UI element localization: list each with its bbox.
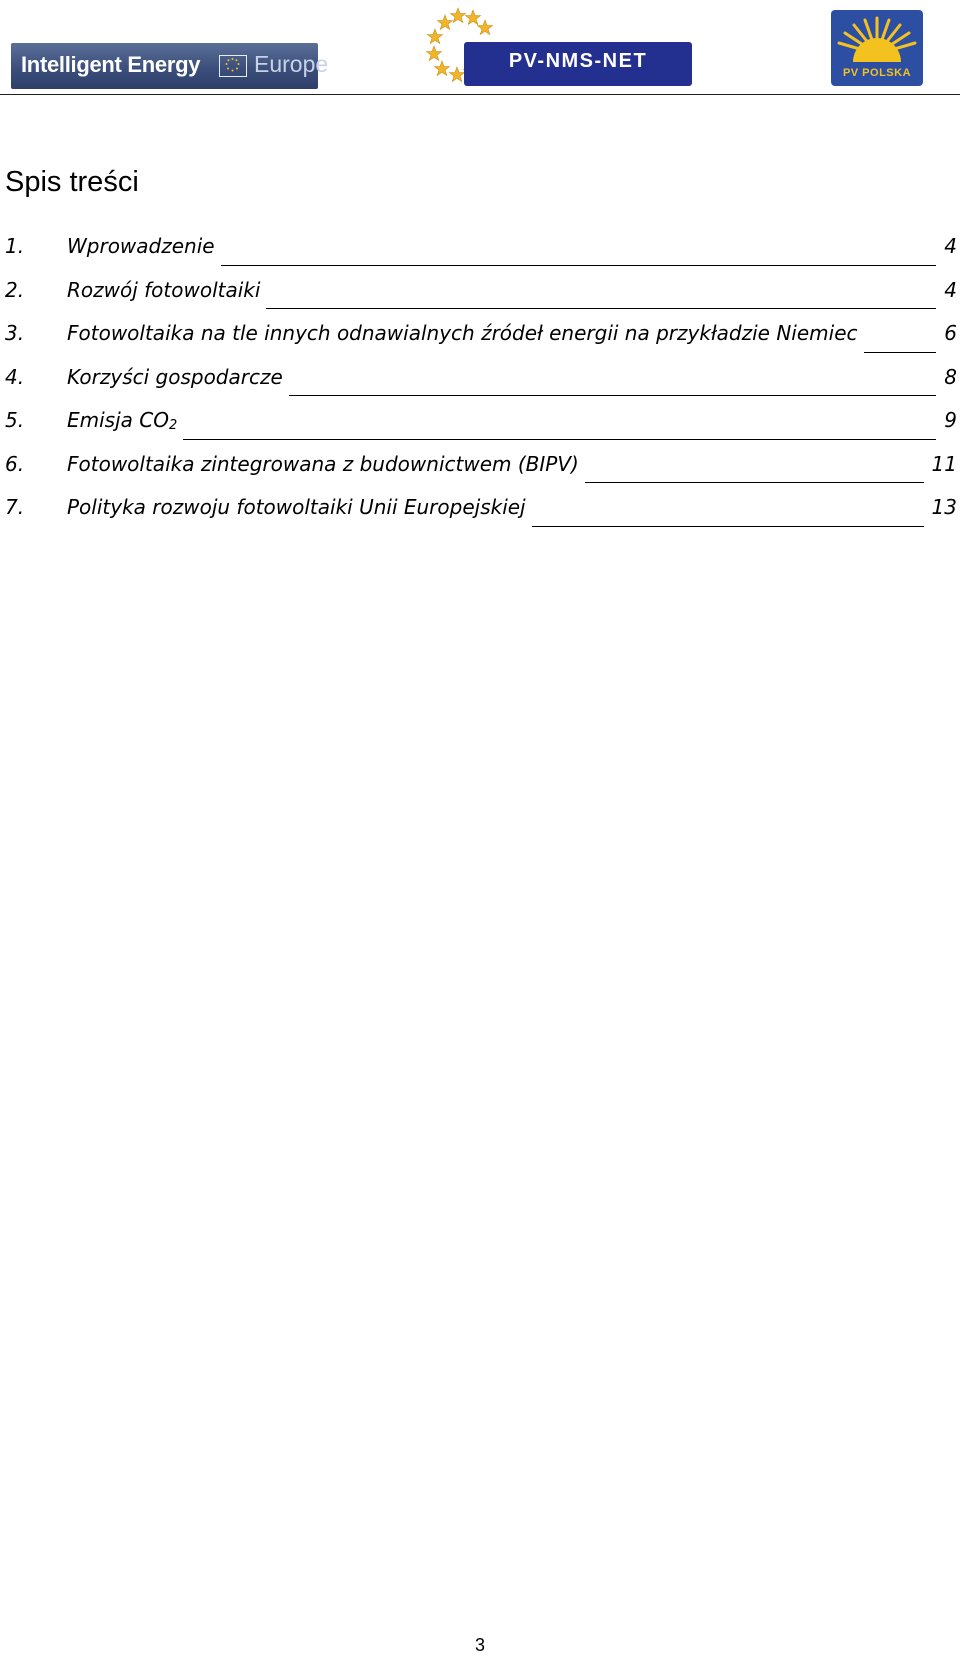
toc-item-number: 1. (5, 234, 25, 258)
page-header (0, 0, 960, 96)
toc-item-bipv[interactable] (5, 450, 957, 494)
sun-icon (831, 10, 923, 70)
toc-item-number: 3. (5, 321, 25, 345)
toc-item-title-subscript: 2 (168, 418, 178, 433)
iee-logo-text: Intelligent Energy (21, 52, 201, 77)
toc-item-page: 8 (944, 364, 957, 389)
toc-item-title: Rozwój fotowoltaiki (67, 277, 261, 302)
toc-title: Spis treści (5, 166, 139, 198)
toc-item-title: Fotowoltaika na tle innych odnawialnych źródeł energii na przykładzie Niemiec (67, 321, 858, 345)
toc-item-number: 7. (5, 495, 25, 519)
toc-leader-line (289, 395, 936, 396)
pv-polska-logo-text: PV POLSKA (842, 67, 912, 79)
toc-item-page: 13 (931, 495, 957, 519)
toc-leader-line (266, 308, 936, 309)
toc-leader-line (183, 439, 936, 440)
intelligent-energy-europe-logo (11, 43, 329, 89)
toc-item-page: 4 (944, 234, 957, 258)
toc-item-wprowadzenie[interactable] (5, 232, 957, 276)
toc-item-page: 9 (944, 408, 957, 432)
toc-leader-line (532, 526, 924, 527)
toc-item-title: Korzyści gospodarcze (67, 364, 283, 389)
toc-item-title: Fotowoltaika zintegrowana z budownictwem (BIPV) (67, 451, 579, 476)
toc-item-number: 5. (5, 408, 25, 432)
pv-nms-net-logo (464, 42, 692, 86)
toc-item-title: Polityka rozwoju fotowoltaiki Unii Europejskiej (67, 495, 526, 519)
toc-item-title (67, 406, 177, 434)
pv-polska-logo (831, 10, 923, 86)
toc-item-rozwoj-fotowoltaiki[interactable] (5, 276, 957, 320)
toc-item-number: 4. (5, 364, 25, 389)
toc-leader-line (221, 265, 937, 266)
page-number: 3 (474, 1635, 485, 1655)
toc-item-fotowoltaika-niemcy[interactable] (5, 319, 957, 363)
toc-item-number: 2. (5, 277, 25, 302)
toc-item-page: 4 (944, 277, 957, 302)
toc-item-number: 6. (5, 451, 25, 476)
toc-item-title: Wprowadzenie (67, 234, 215, 258)
toc-item-polityka-ue[interactable] (5, 493, 957, 537)
iee-logo-europe-text: Europe (254, 51, 329, 77)
toc-leader-line (585, 482, 924, 483)
toc-item-title-text: Emisja CO (67, 408, 169, 432)
header-divider (0, 94, 960, 95)
pv-nms-net-logo-text: PV-NMS-NET (508, 50, 648, 72)
toc-item-page: 11 (931, 451, 957, 476)
eu-flag-icon (219, 55, 247, 77)
toc-item-emisja-co2[interactable] (5, 406, 957, 450)
toc-item-page: 6 (944, 321, 957, 345)
toc-list (5, 232, 957, 537)
toc-item-korzysci-gospodarcze[interactable] (5, 363, 957, 407)
toc-leader-line (864, 352, 937, 353)
